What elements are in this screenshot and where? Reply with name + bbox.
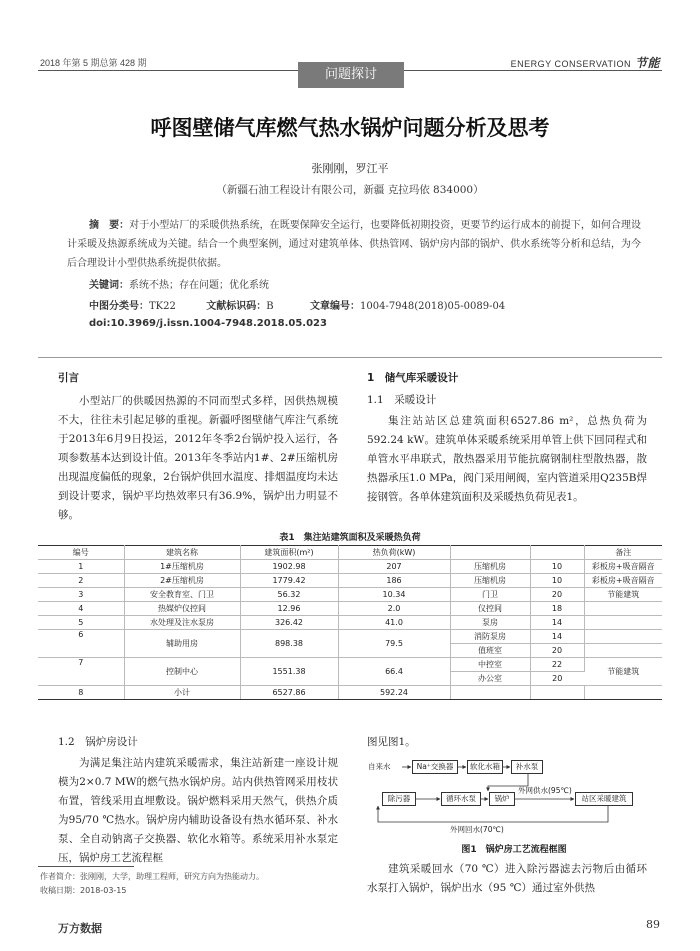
received-date: 收稿日期：2018-03-15 — [40, 886, 127, 895]
table-cell: 仪控间 — [450, 602, 530, 616]
table-cell — [584, 602, 662, 616]
table-cell: 10 — [530, 560, 584, 574]
table-cell: 节能建筑 — [584, 588, 662, 602]
table-cell: 小计 — [124, 686, 240, 700]
section1-2-paragraph: 为满足集注站内建筑采暖需求，集注站新建一座设计规模为2×0.7 MW的燃气热水锅炉房。站内供热管网采用枝状布置，管线采用直埋敷设。锅炉燃料采用天然气，供热介质为95/70 ℃热水。锅炉房内辅助设备设有热水循环泵、补水泵、全自动钠离子交换器、软化水箱等。系统采用补水泵定压，锅炉房工艺流程框 — [58, 757, 338, 864]
table-cell: 186 — [338, 574, 450, 588]
table-cell: 41.0 — [338, 616, 450, 630]
table-row — [38, 602, 662, 616]
section1-2-heading: 1.2 锅炉房设计 — [58, 736, 138, 748]
table1-header: 备注 — [584, 546, 662, 560]
table-cell: 1 — [38, 560, 124, 574]
section1-1-paragraph: 集注站站区总建筑面积6527.86 m²，总热负荷为592.24 kW。建筑单体采暖系统采用单管上供下回同程式和单管水平串联式，散热器采用节能抗腐钢制柱型散热器，散热器承压1.0 MPa，阀门采用闸阀，室内管道采用Q235B焊接钢管。各单体建筑面积及采暖热负荷见表1。 — [367, 415, 647, 503]
table-cell — [530, 686, 584, 700]
table-cell: 4 — [38, 602, 124, 616]
table-cell: 1551.38 — [240, 658, 338, 686]
table-cell: 泵房 — [450, 616, 530, 630]
table-cell: 207 — [338, 560, 450, 574]
flow-label-tap-water: 自来水 — [368, 762, 391, 771]
flow-box-boiler: 锅炉 — [489, 792, 515, 806]
journal-name — [511, 54, 660, 71]
table-cell — [584, 616, 662, 630]
table-row — [38, 686, 662, 700]
table-row — [38, 616, 662, 630]
table-cell: 1#压缩机房 — [124, 560, 240, 574]
journal-name-en: ENERGY CONSERVATION — [510, 59, 631, 69]
figure-reference-text: 图见图1。 — [367, 736, 416, 748]
table-cell: 节能建筑 — [584, 658, 662, 686]
table-cell: 办公室 — [450, 672, 530, 686]
table-cell: 辅助用房 — [124, 630, 240, 658]
issue-info: 2018 年第 5 期总第 428 期 — [40, 58, 147, 68]
flow-box-heating-buildings: 站区采暖建筑 — [575, 792, 633, 806]
table-cell: 56.32 — [240, 588, 338, 602]
boiler-flow-diagram — [368, 756, 662, 838]
section1-1-heading: 1.1 采暖设计 — [367, 394, 437, 406]
flow-box-soft-tank: 软化水箱 — [467, 760, 503, 774]
table-cell: 6527.86 — [240, 686, 338, 700]
page-number: 89 — [646, 918, 660, 931]
table-cell — [450, 686, 530, 700]
table-row — [38, 560, 662, 574]
classification-line — [89, 297, 609, 312]
table-cell: 10.34 — [338, 588, 450, 602]
table1-header: 热负荷(kW) — [338, 546, 450, 560]
intro-heading: 引言 — [58, 372, 79, 384]
abstract — [67, 216, 641, 273]
paper-title: 呼图壁储气库燃气热水锅炉问题分析及思考 — [150, 116, 550, 140]
table-cell: 1902.98 — [240, 560, 338, 574]
table-cell: 控制中心 — [124, 658, 240, 686]
journal-name-cn: 节能 — [634, 56, 660, 70]
table-cell: 热媒炉仪控间 — [124, 602, 240, 616]
abstract-label: 摘 要： — [89, 220, 130, 231]
table1 — [38, 545, 662, 700]
table-row — [38, 630, 662, 644]
table-row — [38, 658, 662, 672]
table-cell: 3 — [38, 588, 124, 602]
doc-code-label: 文献标识码： — [206, 301, 267, 312]
table-cell: 消防泵房 — [450, 630, 530, 644]
paper-affiliation: （新疆石油工程设计有限公司，新疆 克拉玛依 834000） — [216, 184, 484, 196]
table-cell: 79.5 — [338, 630, 450, 658]
table-cell: 8 — [38, 686, 124, 700]
table-row — [38, 588, 662, 602]
table-cell: 2.0 — [338, 602, 450, 616]
intro-paragraph: 小型站厂的供暖因热源的不同而型式多样，因供热规模不大，往往未引起足够的重视。新疆呼图壁储气库注气系统于2013年6月9日投运，2012年冬季2台锅炉投入运行，各项参数基本达到设计值。2013年冬季站内1#、2#压缩机房出现温度偏低的现象，2台锅炉供回水温度、排烟温度均未达到设计要求，锅炉平均热效率只有36.9%，锅炉出力明显不够。 — [58, 395, 338, 521]
keywords-label: 关键词： — [89, 280, 129, 291]
table-cell: 1779.42 — [240, 574, 338, 588]
table-cell: 326.42 — [240, 616, 338, 630]
article-no-label: 文章编号： — [309, 301, 360, 312]
table-cell: 66.4 — [338, 658, 450, 686]
table-cell: 18 — [530, 602, 584, 616]
table-cell: 彩板房+吸音隔音 — [584, 560, 662, 574]
table-cell — [584, 686, 662, 700]
table-cell: 5 — [38, 616, 124, 630]
flow-box-filter: 除污器 — [382, 792, 416, 806]
table-cell: 14 — [530, 616, 584, 630]
abstract-text: 对于小型站厂的采暖供热系统，在既要保障安全运行，也要降低初期投资，更要节约运行成本的前提下，如何合理设计采暖及热源系统成为关键。结合一个典型案例，通过对建筑单体、供热管网、锅炉房内部的锅炉、供水系统等分析和总结，为今后合理设计小型供热系统提供依据。 — [67, 220, 642, 269]
table1-caption: 表1 集注站建筑面积及采暖热负荷 — [279, 533, 421, 543]
table-cell: 安全教育室、门卫 — [124, 588, 240, 602]
doi: doi:10.3969/j.issn.1004-7948.2018.05.023 — [89, 318, 327, 329]
table-cell: 门卫 — [450, 588, 530, 602]
table-cell: 压缩机房 — [450, 560, 530, 574]
table-cell: 2#压缩机房 — [124, 574, 240, 588]
table-cell: 592.24 — [338, 686, 450, 700]
clc-value: TK22 — [149, 301, 176, 312]
keywords — [89, 276, 269, 291]
abstract-separator — [38, 357, 662, 358]
table-cell: 20 — [530, 588, 584, 602]
clc-label: 中图分类号： — [89, 301, 149, 312]
table-row — [38, 574, 662, 588]
article-no-value: 1004-7948(2018)05-0089-04 — [359, 301, 506, 312]
table1-header — [530, 546, 584, 560]
table1-header: 编号 — [38, 546, 124, 560]
table-cell: 彩板房+吸音隔音 — [584, 574, 662, 588]
table1-header-row — [38, 546, 662, 560]
table-cell: 12.96 — [240, 602, 338, 616]
table-cell: 7 — [38, 658, 124, 686]
table-cell — [584, 630, 662, 644]
footnote-rule — [38, 866, 134, 867]
flow-box-circulation-pump: 循环水泵 — [441, 792, 481, 806]
table1-header: 建筑名称 — [124, 546, 240, 560]
flow-box-makeup-pump: 补水泵 — [511, 760, 543, 774]
footer-brand: 万方数据 — [58, 922, 102, 935]
keywords-text: 系统不热；存在问题；优化系统 — [129, 280, 269, 291]
table-cell: 6 — [38, 630, 124, 658]
table-cell: 898.38 — [240, 630, 338, 658]
section1-heading: 1 储气库采暖设计 — [367, 372, 459, 384]
table1-header — [450, 546, 530, 560]
paper-authors: 张刚刚，罗江平 — [311, 162, 389, 175]
table-cell: 20 — [530, 644, 584, 658]
table-cell: 20 — [530, 672, 584, 686]
column-tag: 问题探讨 — [298, 62, 404, 88]
table-cell: 水处理及注水泵房 — [124, 616, 240, 630]
table-cell: 压缩机房 — [450, 574, 530, 588]
doc-code-value: B — [266, 301, 274, 312]
right-column-paragraph: 建筑采暖回水（70 ℃）进入除污器滤去污物后由循环水泵打入锅炉，锅炉出水（95 ℃）通过室外供热 — [367, 863, 647, 894]
table-cell: 2 — [38, 574, 124, 588]
table1-header: 建筑面积(m²) — [240, 546, 338, 560]
table-cell: 10 — [530, 574, 584, 588]
figure1-caption: 图1 锅炉房工艺流程框图 — [461, 845, 567, 855]
table-cell: 值班室 — [450, 644, 530, 658]
table-cell — [584, 644, 662, 658]
author-note: 作者简介：张刚刚，大学，助理工程师，研究方向为热能动力。 — [40, 872, 264, 881]
flow-label-return: 外网回水(70℃) — [450, 825, 504, 834]
table-cell: 22 — [530, 658, 584, 672]
flow-label-supply: 外网供水(95℃) — [518, 786, 572, 795]
table-cell: 14 — [530, 630, 584, 644]
table-cell: 中控室 — [450, 658, 530, 672]
flow-box-exchanger: Na⁺交换器 — [412, 760, 458, 774]
